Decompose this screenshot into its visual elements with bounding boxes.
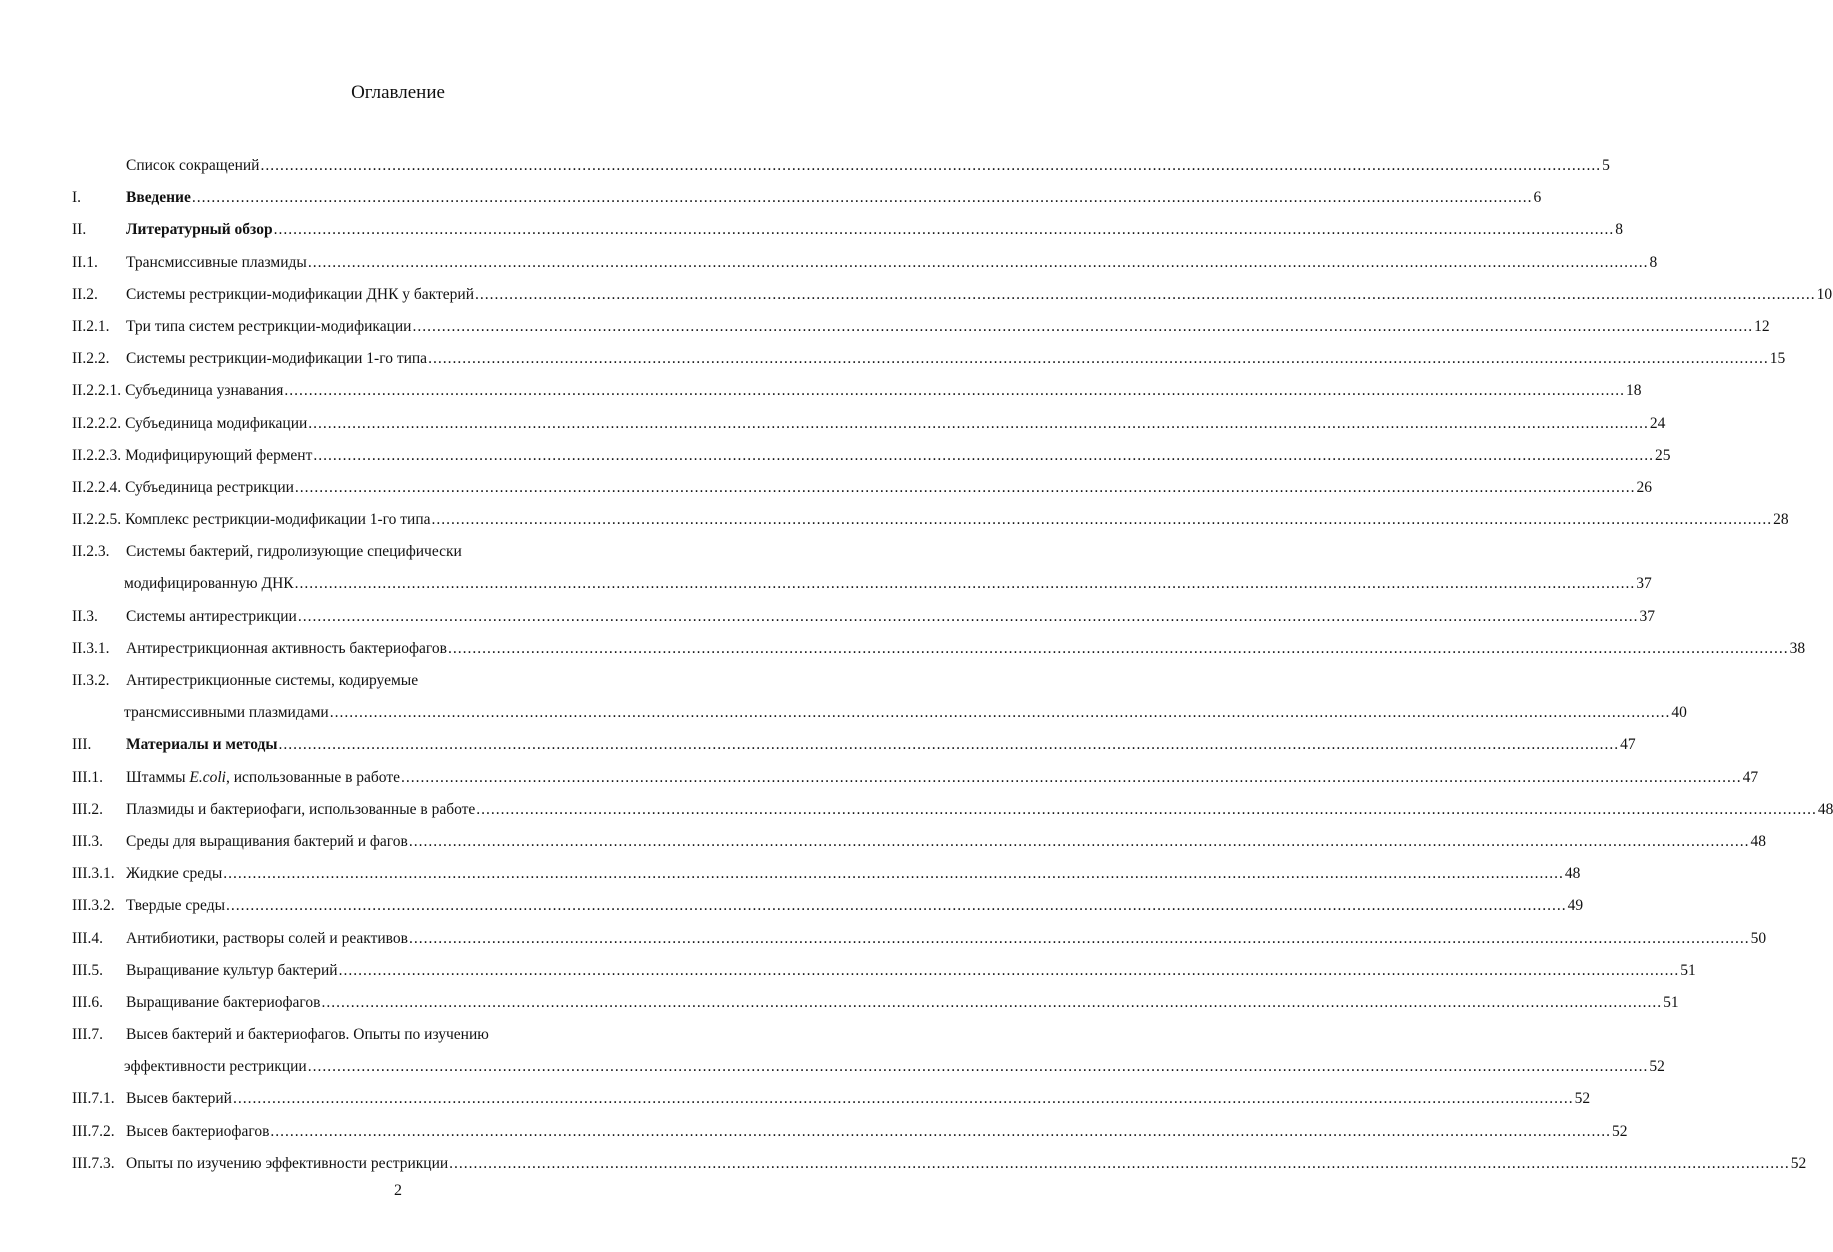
toc-entry-title: Твердые среды <box>126 897 226 915</box>
dot-leader <box>192 187 1533 209</box>
dot-leader <box>223 863 1564 885</box>
toc-entry-page: 52 <box>1612 1122 1628 1140</box>
toc-entry-title: Выращивание культур бактерий <box>126 961 338 979</box>
toc-entry-title: Системы рестрикции-модификации ДНК у бактерий <box>126 285 475 303</box>
toc-entry[interactable] <box>72 1056 1665 1088</box>
dot-leader <box>330 702 1671 724</box>
toc-entry-title: Введение <box>126 189 191 207</box>
toc-entry-page: 6 <box>1533 189 1542 207</box>
toc-entry-title: Субъединица узнавания <box>125 382 284 400</box>
toc-entry-page: 49 <box>1567 897 1584 915</box>
toc-entry[interactable] <box>72 606 1655 638</box>
toc-entry-title: Три типа систем рестрикции-модификации <box>126 317 412 335</box>
toc-entry-title: Антирестрикционные системы, кодируемые <box>126 672 419 689</box>
toc-entry-title: Высев бактериофагов <box>126 1122 270 1140</box>
toc-entry-number: II. <box>72 221 87 239</box>
toc-entry[interactable] <box>72 992 1679 1024</box>
toc-entry-title: Трансмиссивные плазмиды <box>126 253 307 271</box>
dot-leader <box>476 799 1817 821</box>
dot-leader <box>226 895 1567 917</box>
toc-entry[interactable] <box>72 187 1542 219</box>
toc-entry-number: II.2. <box>72 285 98 303</box>
dot-leader <box>409 928 1750 950</box>
toc-entry-page: 52 <box>1574 1090 1591 1108</box>
toc-entry[interactable] <box>72 252 1658 284</box>
toc-entry-number: III.7.1. <box>72 1090 115 1108</box>
toc-entry-title: эффективности рестрикции <box>124 1058 307 1076</box>
toc-entry[interactable] <box>72 509 1789 541</box>
dot-leader <box>308 252 1649 274</box>
toc-entry-title: Системы антирестрикции <box>126 607 297 625</box>
toc-entry-number: II.2.2.3. <box>72 446 122 464</box>
toc-entry-page: 38 <box>1789 639 1806 657</box>
toc-entry-title: Модифицирующий фермент <box>125 446 313 464</box>
toc-entry-title: Субъединица модификации <box>125 414 308 432</box>
toc-entry-number: III.5. <box>72 961 103 979</box>
dot-leader <box>409 831 1750 853</box>
dot-leader <box>295 573 1636 595</box>
toc-entry-title: Материалы и методы <box>126 736 278 754</box>
toc-entry[interactable] <box>72 413 1666 445</box>
toc-entry[interactable] <box>72 895 1584 927</box>
toc-entry[interactable] <box>72 734 1636 766</box>
toc-entry[interactable] <box>72 960 1696 992</box>
page-number: 2 <box>394 1182 402 1199</box>
toc-entry-page: 8 <box>1615 221 1623 239</box>
toc-entry[interactable] <box>72 541 662 573</box>
toc-entry-title: Опыты по изучению эффективности рестрикции <box>126 1154 449 1172</box>
toc-entry-number: III.4. <box>72 929 103 947</box>
toc-entry-title: Жидкие среды <box>126 865 223 883</box>
toc-entry-page: 47 <box>1620 736 1636 754</box>
toc-entry-page: 52 <box>1649 1058 1665 1076</box>
toc-entry-title: Штаммы E.coli, использованные в работе <box>126 768 400 786</box>
toc-entry-page: 52 <box>1790 1154 1807 1172</box>
page-title: Оглавление <box>351 82 445 103</box>
toc-entry-title: Список сокращений <box>126 157 260 174</box>
toc-entry-page: 15 <box>1769 350 1786 368</box>
toc-entry-page: 47 <box>1742 768 1759 786</box>
toc-entry[interactable] <box>72 1153 1807 1185</box>
toc-entry[interactable] <box>72 219 1623 251</box>
dot-leader <box>475 284 1816 306</box>
toc-entry-title: Литературный обзор <box>126 221 273 239</box>
toc-entry-number: III. <box>72 736 92 754</box>
dot-leader <box>449 1153 1790 1175</box>
toc-entry-page: 50 <box>1750 929 1767 947</box>
toc-entry-title: Комплекс рестрикции-модификации 1-го типа <box>125 511 431 529</box>
dot-leader <box>448 638 1789 660</box>
toc-entry-number: III.6. <box>72 993 103 1011</box>
toc-entry-page: 24 <box>1649 414 1666 432</box>
dot-leader <box>295 477 1636 499</box>
toc-entry-title: Среды для выращивания бактерий и фагов <box>126 832 408 850</box>
toc-entry-title: Выращивание бактериофагов <box>126 993 321 1011</box>
toc-entry-number: III.7.3. <box>72 1154 115 1172</box>
toc-entry[interactable] <box>72 380 1642 412</box>
toc-entry-title: Антибиотики, растворы солей и реактивов <box>126 929 408 947</box>
toc-entry[interactable] <box>72 799 1833 831</box>
toc-entry[interactable] <box>72 573 1652 605</box>
toc-entry-number: III.3.1. <box>72 865 115 883</box>
toc-entry-number: III.1. <box>72 768 103 786</box>
toc-entry[interactable] <box>72 638 1806 670</box>
dot-leader <box>308 1056 1649 1078</box>
toc-entry-number: II.2.2.5. <box>72 511 122 529</box>
toc-entry-number: III.2. <box>72 800 103 818</box>
dot-leader <box>428 348 1769 370</box>
toc-entry-title: Субъединица рестрикции <box>125 478 294 496</box>
dot-leader <box>284 380 1625 402</box>
toc-entry[interactable] <box>72 831 1766 863</box>
dot-leader <box>298 606 1639 628</box>
toc-entry[interactable] <box>72 702 1687 734</box>
toc-entry[interactable] <box>72 1121 1628 1153</box>
toc-entry-number: II.2.2. <box>72 350 110 368</box>
toc-entry-page: 28 <box>1773 511 1789 529</box>
dot-leader <box>260 155 1601 177</box>
toc-entry-page: 8 <box>1649 253 1658 271</box>
toc-entry-number: II.3. <box>72 607 98 625</box>
toc-entry[interactable] <box>72 284 1833 316</box>
toc-entry-number: III.3. <box>72 832 103 850</box>
toc-entry-page: 12 <box>1754 317 1770 335</box>
toc-entry-number: II.2.2.1. <box>72 382 122 400</box>
toc-entry-number: II.3.1. <box>72 639 110 657</box>
toc-entry-number: II.2.3. <box>72 543 110 561</box>
toc-entry-page: 37 <box>1639 607 1655 625</box>
toc-entry-page: 5 <box>1602 157 1610 174</box>
toc-entry-page: 10 <box>1816 285 1833 303</box>
toc-entry-title: Антирестрикционная активность бактериофагов <box>126 639 447 657</box>
toc-entry-title: Системы бактерий, гидролизующие специфически <box>126 543 462 561</box>
dot-leader <box>432 509 1773 531</box>
toc-entry[interactable] <box>72 155 1610 187</box>
dot-leader <box>339 960 1680 982</box>
toc-entry-page: 18 <box>1625 382 1642 400</box>
toc-entry-title: Высев бактерий и бактериофагов. Опыты по изучению <box>126 1026 489 1044</box>
toc-entry-number: II.2.1. <box>72 317 110 335</box>
toc-entry-number: II.2.2.2. <box>72 414 122 432</box>
toc-entry[interactable] <box>72 863 1581 895</box>
toc-entry-number: II.1. <box>72 253 98 271</box>
toc-entry-number: III.3.2. <box>72 897 115 915</box>
dot-leader <box>270 1121 1611 1143</box>
toc-entry[interactable] <box>72 670 662 702</box>
toc-entry[interactable] <box>72 316 1770 348</box>
toc-entry-title: Системы рестрикции-модификации 1-го типа <box>126 350 428 368</box>
dot-leader <box>321 992 1662 1014</box>
toc-entry[interactable] <box>72 767 1759 799</box>
toc-entry-number: II.2.2.4. <box>72 478 122 496</box>
toc-entry-page: 25 <box>1654 446 1671 464</box>
toc-entry[interactable] <box>72 445 1671 477</box>
toc-entry-page: 48 <box>1564 865 1581 883</box>
toc-entry-page: 26 <box>1636 478 1653 496</box>
dot-leader <box>412 316 1753 338</box>
toc-entry-page: 48 <box>1750 832 1766 850</box>
dot-leader <box>401 767 1742 789</box>
toc-entry-number: II.3.2. <box>72 672 110 689</box>
toc-entry-title: Высев бактерий <box>126 1090 232 1108</box>
toc-entry-page: 37 <box>1636 575 1652 593</box>
toc-entry-page: 40 <box>1671 704 1687 722</box>
toc-entry[interactable] <box>72 1088 1591 1120</box>
toc-entry-title: модифицированную ДНК <box>124 575 294 593</box>
toc-entry-title: Плазмиды и бактериофаги, использованные в работе <box>126 800 476 818</box>
toc-entry-page: 51 <box>1680 961 1696 979</box>
toc-entry-page: 51 <box>1663 993 1679 1011</box>
table-of-contents <box>72 155 1833 1185</box>
toc-entry[interactable] <box>72 477 1653 509</box>
dot-leader <box>308 413 1649 435</box>
toc-entry[interactable] <box>72 928 1767 960</box>
toc-entry-number: III.7. <box>72 1026 103 1044</box>
toc-entry-title: трансмиссивными плазмидами <box>124 704 329 722</box>
toc-entry-page: 48 <box>1817 800 1833 818</box>
toc-entry-number: III.7.2. <box>72 1122 115 1140</box>
toc-entry-number: I. <box>72 189 82 207</box>
dot-leader <box>233 1088 1574 1110</box>
dot-leader <box>278 734 1619 756</box>
toc-entry[interactable] <box>72 1024 662 1056</box>
dot-leader <box>313 445 1654 467</box>
dot-leader <box>274 219 1615 241</box>
toc-entry[interactable] <box>72 348 1786 380</box>
